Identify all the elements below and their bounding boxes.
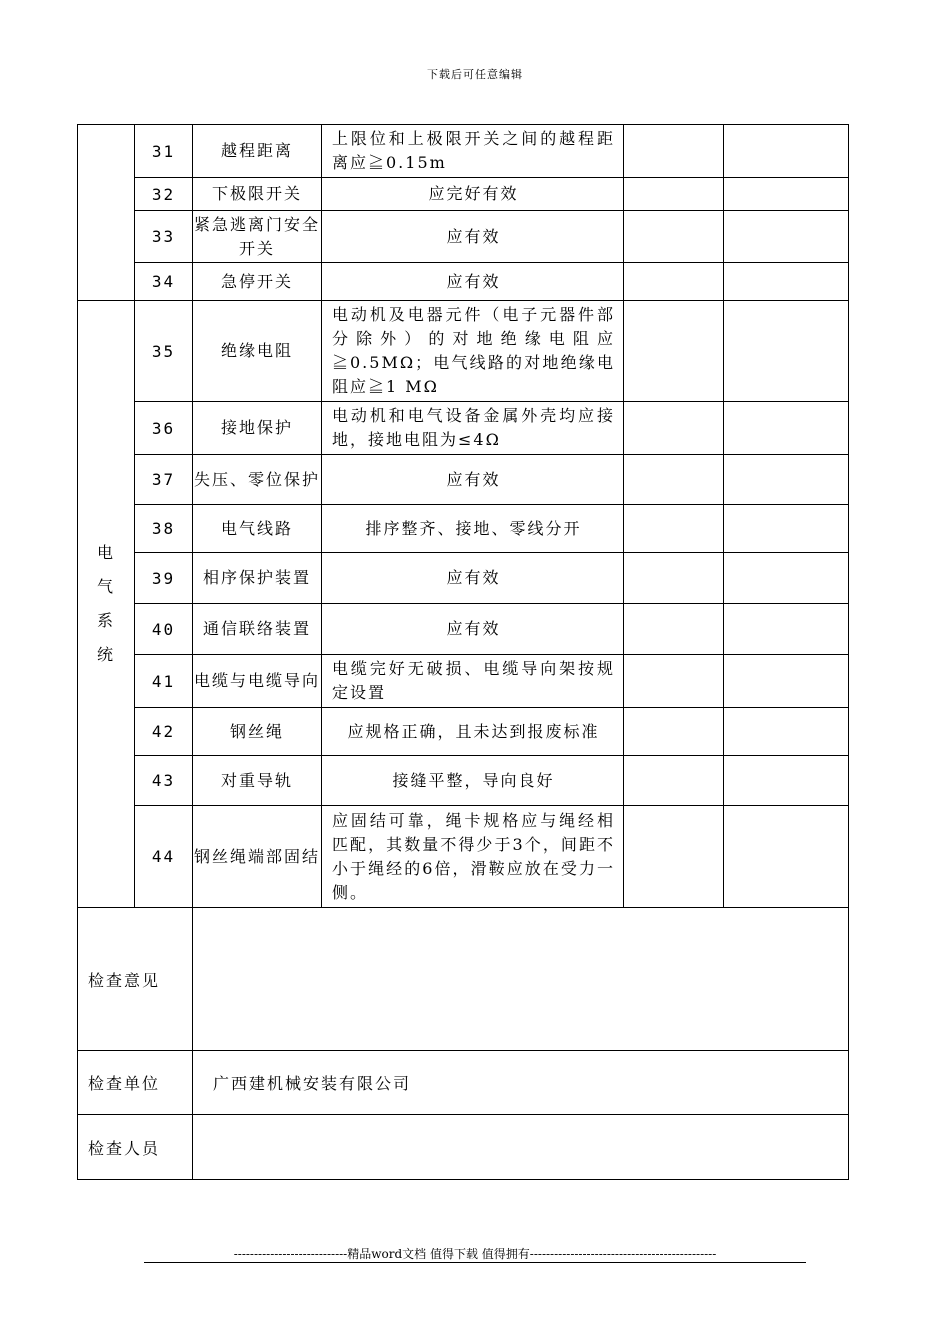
remark-cell[interactable] — [724, 211, 849, 263]
row-number: 34 — [135, 263, 193, 301]
row-number: 32 — [135, 178, 193, 211]
result-cell[interactable] — [624, 708, 724, 756]
result-cell[interactable] — [624, 806, 724, 908]
table-row — [78, 455, 849, 505]
item-name: 相序保护装置 — [193, 553, 322, 604]
row-number: 31 — [135, 125, 193, 178]
remark-cell[interactable] — [724, 125, 849, 178]
table-row — [78, 263, 849, 301]
result-cell[interactable] — [624, 756, 724, 806]
header-note: 下载后可任意编辑 — [427, 68, 523, 81]
row-number: 38 — [135, 505, 193, 553]
item-name: 钢丝绳端部固结 — [193, 806, 322, 908]
inspection-opinion-field[interactable] — [193, 908, 849, 1051]
opinion-row — [78, 908, 849, 1051]
table-row — [78, 211, 849, 263]
row-number: 42 — [135, 708, 193, 756]
item-name: 通信联络装置 — [193, 604, 322, 655]
table-row — [78, 708, 849, 756]
requirement: 电缆完好无破损、电缆导向架按规定设置 — [322, 655, 624, 708]
item-name: 下极限开关 — [193, 178, 322, 211]
result-cell[interactable] — [624, 125, 724, 178]
result-cell[interactable] — [624, 402, 724, 455]
remark-cell[interactable] — [724, 178, 849, 211]
table-row — [78, 756, 849, 806]
row-number: 43 — [135, 756, 193, 806]
requirement: 应规格正确，且未达到报废标准 — [322, 708, 624, 756]
remark-cell[interactable] — [724, 756, 849, 806]
item-name: 对重导轨 — [193, 756, 322, 806]
result-cell[interactable] — [624, 178, 724, 211]
row-number: 35 — [135, 301, 193, 402]
result-cell[interactable] — [624, 211, 724, 263]
table-row — [78, 806, 849, 908]
item-name: 钢丝绳 — [193, 708, 322, 756]
table-row — [78, 301, 849, 402]
requirement: 应有效 — [322, 553, 624, 604]
requirement: 接缝平整，导向良好 — [322, 756, 624, 806]
result-cell[interactable] — [624, 655, 724, 708]
item-name: 接地保护 — [193, 402, 322, 455]
requirement: 应有效 — [322, 604, 624, 655]
unit-row — [78, 1051, 849, 1115]
requirement: 应有效 — [322, 211, 624, 263]
remark-cell[interactable] — [724, 553, 849, 604]
table-row — [78, 553, 849, 604]
result-cell[interactable] — [624, 553, 724, 604]
requirement: 应固结可靠，绳卡规格应与绳经相匹配，其数量不得少于3个，间距不小于绳经的6倍，滑鞍应放在受力一侧。 — [322, 806, 624, 908]
requirement: 排序整齐、接地、零线分开 — [322, 505, 624, 553]
item-name: 失压、零位保护 — [193, 455, 322, 505]
remark-cell[interactable] — [724, 604, 849, 655]
table-row — [78, 604, 849, 655]
remark-cell[interactable] — [724, 402, 849, 455]
inspection-unit-field[interactable]: 广西建机械安装有限公司 — [193, 1051, 849, 1115]
inspection-opinion-label: 检查意见 — [78, 908, 193, 1051]
requirement: 应完好有效 — [322, 178, 624, 211]
remark-cell[interactable] — [724, 806, 849, 908]
remark-cell[interactable] — [724, 301, 849, 402]
row-number: 40 — [135, 604, 193, 655]
category-electrical — [78, 301, 135, 908]
row-number: 44 — [135, 806, 193, 908]
requirement: 电动机和电气设备金属外壳均应接地，接地电阻为≤4Ω — [322, 402, 624, 455]
table-row — [78, 178, 849, 211]
footer-rule — [144, 1262, 806, 1263]
table-row — [78, 402, 849, 455]
remark-cell[interactable] — [724, 263, 849, 301]
table-row — [78, 655, 849, 708]
table-row — [78, 505, 849, 553]
inspection-table — [77, 124, 849, 1180]
item-name: 绝缘电阻 — [193, 301, 322, 402]
requirement: 电动机及电器元件（电子元器件部分除外）的对地绝缘电阻应≧0.5MΩ；电气线路的对地绝缘电阻应≧1 MΩ — [322, 301, 624, 402]
footer-text: ----------------------------精品word文档 值得下载 值得拥有---------------------------------------------- — [233, 1247, 717, 1261]
result-cell[interactable] — [624, 263, 724, 301]
result-cell[interactable] — [624, 604, 724, 655]
requirement: 上限位和上极限开关之间的越程距离应≧0.15m — [322, 125, 624, 178]
requirement: 应有效 — [322, 263, 624, 301]
inspection-unit-label: 检查单位 — [78, 1051, 193, 1115]
remark-cell[interactable] — [724, 455, 849, 505]
remark-cell[interactable] — [724, 655, 849, 708]
result-cell[interactable] — [624, 301, 724, 402]
inspector-label: 检查人员 — [78, 1115, 193, 1180]
category-cell-top — [78, 125, 135, 301]
item-name: 电缆与电缆导向 — [193, 655, 322, 708]
item-name: 紧急逃离门安全开关 — [193, 211, 322, 263]
row-number: 37 — [135, 455, 193, 505]
requirement: 应有效 — [322, 455, 624, 505]
table-row — [78, 125, 849, 178]
item-name: 越程距离 — [193, 125, 322, 178]
result-cell[interactable] — [624, 505, 724, 553]
category-label: 电 气 系 统 — [96, 543, 115, 664]
remark-cell[interactable] — [724, 505, 849, 553]
result-cell[interactable] — [624, 455, 724, 505]
row-number: 33 — [135, 211, 193, 263]
inspector-field[interactable] — [193, 1115, 849, 1180]
item-name: 急停开关 — [193, 263, 322, 301]
row-number: 41 — [135, 655, 193, 708]
row-number: 36 — [135, 402, 193, 455]
remark-cell[interactable] — [724, 708, 849, 756]
item-name: 电气线路 — [193, 505, 322, 553]
row-number: 39 — [135, 553, 193, 604]
inspector-row — [78, 1115, 849, 1180]
